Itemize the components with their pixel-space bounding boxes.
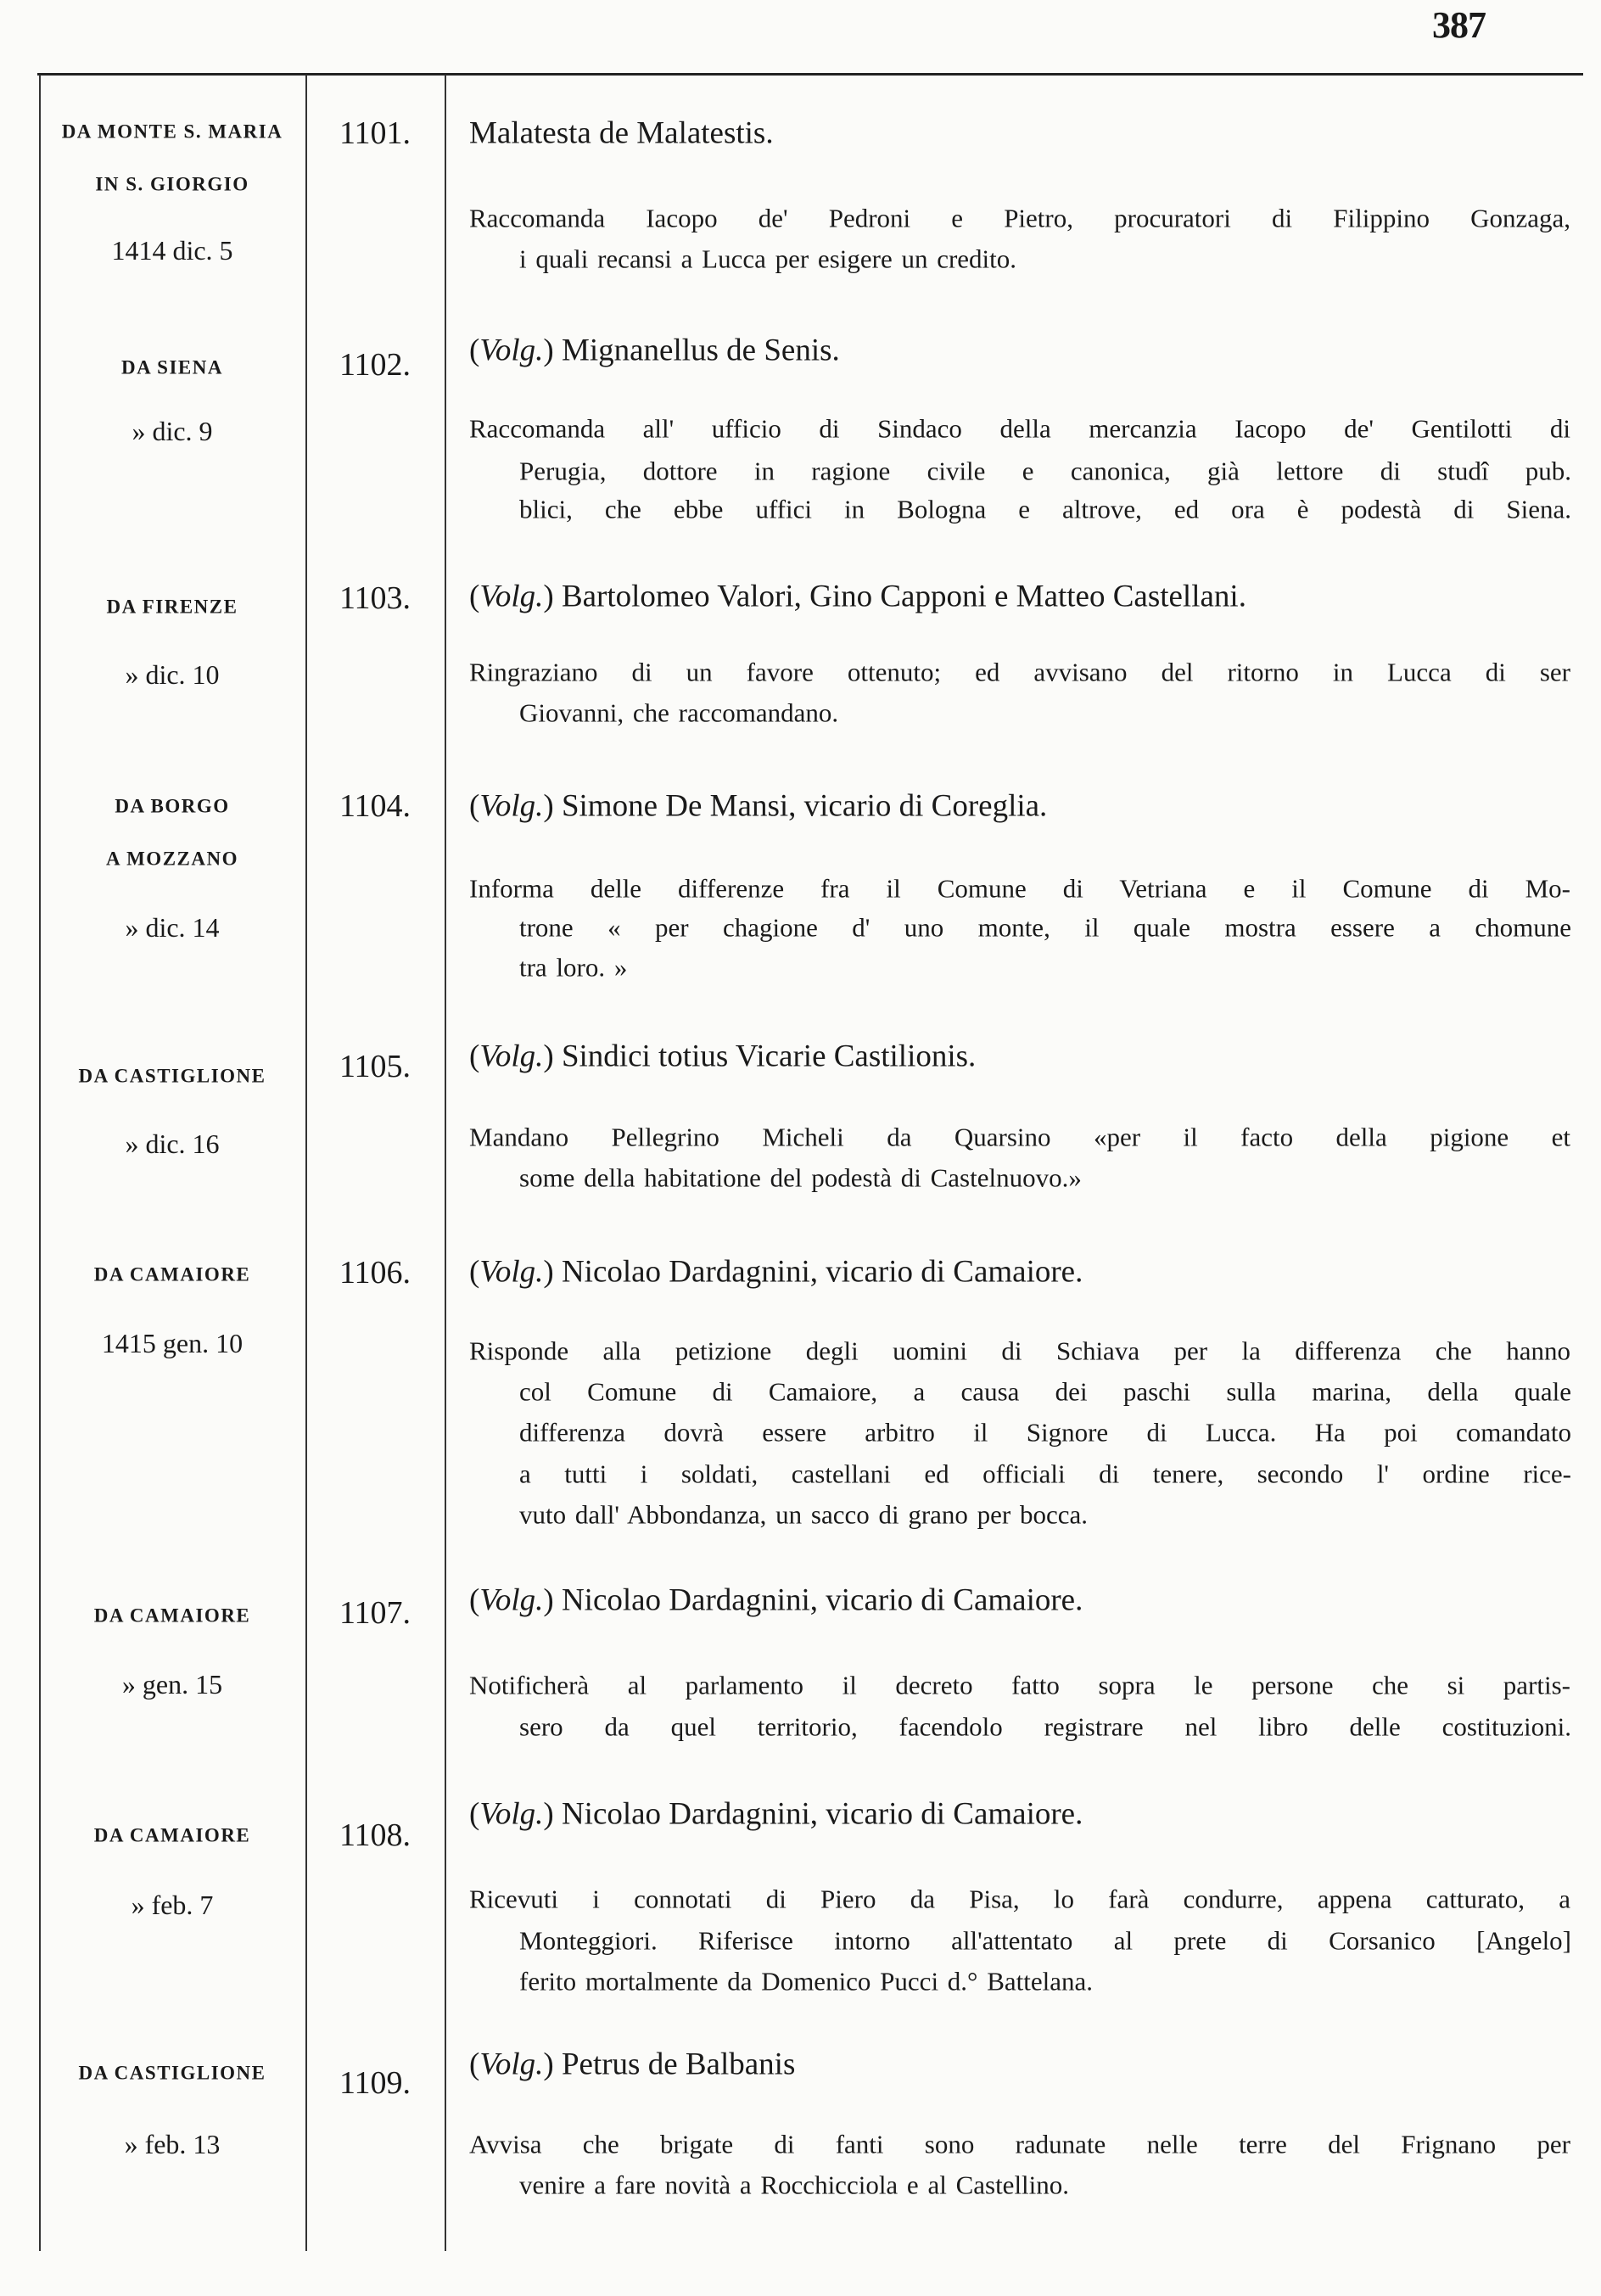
entry-summary-line: Notificherà al parlamento il decreto fatto sopra le persone che si partis- [469,1670,1570,1700]
entry-summary-line: Raccomanda all' ufficio di Sindaco della mercanzia Iacopo de' Gentilotti di [469,413,1570,444]
entry-sender: (Volg.) Petrus de Balbanis [469,2047,796,2082]
table-left-border [39,75,41,2251]
entry-date: » feb. 7 [131,1890,214,1920]
entry-summary-line: sero da quel territorio, facendolo registrare nel libro delle costituzioni. [519,1711,1571,1742]
entry-summary-line: trone « per chagione d' uno monte, il quale mostra essere a chomune [519,912,1571,943]
entry-summary-line: tra loro. » [519,952,628,983]
entry-summary-line: ferito mortalmente da Domenico Pucci d.° Battelana. [519,1966,1094,1996]
entry-summary-line: Ringraziano di un favore ottenuto; ed avvisano del ritorno in Lucca di ser [469,657,1570,687]
entry-summary-line: venire a fare novità a Rocchicciola e al Castellino. [519,2170,1070,2200]
entry-date: » dic. 10 [125,659,220,690]
entry-place: DA MONTE S. MARIA [61,120,283,143]
entry-number: 1101. [339,115,411,151]
entry-number: 1106. [339,1255,411,1291]
entry-sender: (Volg.) Bartolomeo Valori, Gino Capponi e Matteo Castellani. [469,579,1246,614]
entry-number: 1109. [339,2065,411,2101]
entry-number: 1103. [339,580,411,616]
entry-place: DA FIRENZE [106,596,238,618]
entry-sender: Malatesta de Malatestis. [469,115,774,151]
entry-date: » dic. 16 [125,1128,220,1159]
entry-number: 1104. [339,788,411,824]
entry-summary-line: Risponde alla petizione degli uomini di Schiava per la differenza che hanno [469,1336,1570,1366]
entry-date: » gen. 15 [121,1669,223,1700]
entry-place: DA CAMAIORE [93,1263,251,1285]
entry-number: 1107. [339,1595,411,1631]
entry-summary-line: col Comune di Camaiore, a causa dei paschi sulla marina, della quale [519,1376,1571,1407]
volg-label: Volg. [479,1796,544,1832]
volg-label: Volg. [479,1039,544,1074]
entry-summary-line: Giovanni, che raccomandano. [519,697,839,728]
entry-sender: (Volg.) Mignanellus de Senis. [469,333,840,368]
entry-summary-line: Avvisa che brigate di fanti sono radunate nelle terre del Frignano per [469,2129,1570,2159]
entry-sender: (Volg.) Nicolao Dardagnini, vicario di Camaiore. [469,1254,1083,1290]
entry-sender: (Volg.) Sindici totius Vicarie Castilionis. [469,1039,977,1074]
header-rule [37,73,1583,76]
volg-label: Volg. [479,579,544,614]
entry-place: DA CAMAIORE [93,1604,251,1627]
entry-date: » dic. 9 [132,416,213,446]
entry-place: DA CASTIGLIONE [78,1065,266,1087]
entry-summary-line: some della habitatione del podestà di Castelnuovo.» [519,1162,1082,1193]
entry-summary-line: Raccomanda Iacopo de' Pedroni e Pietro, procuratori di Filippino Gonzaga, [469,203,1570,233]
volg-label: Volg. [479,1582,544,1618]
entry-summary-line: blici, che ebbe uffici in Bologna e altrove, ed ora è podestà di Siena. [519,494,1571,524]
entry-summary-line: Informa delle differenze fra il Comune di Vetriana e il Comune di Mo- [469,873,1570,904]
entry-date: » feb. 13 [124,2129,221,2159]
entry-sender: (Volg.) Nicolao Dardagnini, vicario di Camaiore. [469,1796,1083,1832]
entry-sender: (Volg.) Simone De Mansi, vicario di Coreglia. [469,788,1048,824]
entry-place: DA SIENA [120,356,223,378]
volg-label: Volg. [479,1254,544,1290]
column-divider-place-number [305,75,307,2251]
entry-date: 1415 gen. 10 [101,1328,244,1358]
entry-summary-line: a tutti i soldati, castellani ed officiali di tenere, secondo l' ordine rice- [519,1459,1571,1489]
page-number: 387 [1432,4,1486,46]
entry-number: 1105. [339,1049,411,1084]
entry-summary-line: Perugia, dottore in ragione civile e canonica, già lettore di studî pub. [519,456,1571,486]
entry-place: A MOZZANO [106,848,238,870]
entry-summary-line: i quali recansi a Lucca per esigere un credito. [519,244,1017,274]
volg-label: Volg. [479,333,544,368]
column-divider-number-text [445,75,446,2251]
entry-place: DA CASTIGLIONE [78,2062,266,2084]
entry-place: IN S. GIORGIO [95,173,249,195]
entry-place: DA CAMAIORE [93,1824,251,1846]
entry-sender: (Volg.) Nicolao Dardagnini, vicario di Camaiore. [469,1582,1083,1618]
entry-summary-line: Mandano Pellegrino Micheli da Quarsino «per il facto della pigione et [469,1122,1570,1152]
volg-label: Volg. [479,2047,544,2082]
entry-date: » dic. 14 [125,912,220,943]
entry-date: 1414 dic. 5 [111,235,233,266]
entry-summary-line: differenza dovrà essere arbitro il Signore di Lucca. Ha poi comandato [519,1417,1571,1448]
volg-label: Volg. [479,788,544,824]
entry-summary-line: Ricevuti i connotati di Piero da Pisa, lo farà condurre, appena catturato, a [469,1884,1570,1914]
entry-number: 1108. [339,1817,411,1853]
entry-summary-line: Monteggiori. Riferisce intorno all'attentato al prete di Corsanico [Angelo] [519,1925,1571,1956]
entry-place: DA BORGO [115,795,230,817]
entry-number: 1102. [339,347,411,383]
entry-summary-line: vuto dall' Abbondanza, un sacco di grano per bocca. [519,1499,1089,1530]
